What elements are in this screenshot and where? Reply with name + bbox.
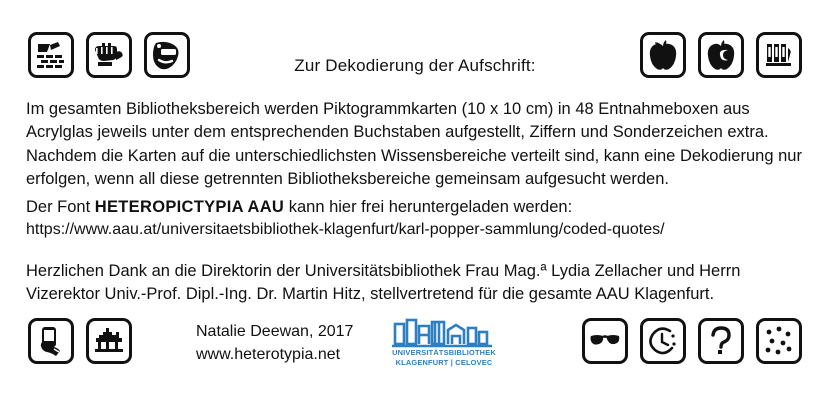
clock-sketch-icon	[640, 318, 686, 364]
font-name-text: HETEROPICTYPIA AAU	[94, 198, 285, 216]
sunglasses-icon	[582, 318, 628, 364]
university-library-logo	[386, 314, 502, 368]
bottom-right-icon-group	[582, 318, 802, 364]
page-heading: Zur Dekodierung der Aufschrift:	[294, 56, 536, 75]
font-download-url[interactable]: https://www.aau.at/universitaetsbibliothek-klagenfurt/karl-popper-sammlung/coded-quotes/	[26, 221, 665, 239]
footer-credit	[196, 320, 353, 366]
hand-holding-phone-icon	[28, 318, 74, 364]
bottom-left-icon-group	[28, 318, 132, 364]
logo-line-1: UNIVERSITÄTSBIBLIOTHEK	[392, 348, 496, 357]
paragraph-main: Im gesamten Bibliotheksbereich werden Piktogrammkarten (10 x 10 cm) in 48 Entnahmeboxen aus Acrylglas jeweils unter dem entsprechenden Buchstaben aufgestellt, Ziffern und Sonderzeichen extra. Nachdem die Karten auf die unterschiedlichsten Wissensbereiche verteilt sind, kann eine Dekodierung nur erfolgen, wenn all diese getrennten Bibliotheksbereiche gemeinsam aufgesucht werden.	[26, 100, 802, 189]
question-mark-icon	[698, 318, 744, 364]
font-intro-text: Der Font	[26, 198, 95, 216]
paragraph-font	[26, 196, 806, 242]
author-website[interactable]: www.heterotypia.net	[196, 346, 341, 364]
logo-mark-icon	[386, 314, 502, 348]
paragraph-thanks: Herzlichen Dank an die Direktorin der Universitätsbibliothek Frau Mag.ª Lydia Zellacher und Herrn Vizerektor Univ.-Prof. Dipl.-Ing. Dr. Martin Hitz, stellvertretend für die gesamte AAU Klagenfurt.	[26, 262, 741, 304]
font-outro-text: kann hier frei heruntergeladen werden:	[284, 198, 573, 216]
scattered-dots-icon	[756, 318, 802, 364]
offshore-platform-icon	[86, 318, 132, 364]
logo-line-2: KLAGENFURT | CELOVEC	[395, 357, 493, 367]
author-name: Natalie Deewan, 2017	[196, 323, 354, 340]
